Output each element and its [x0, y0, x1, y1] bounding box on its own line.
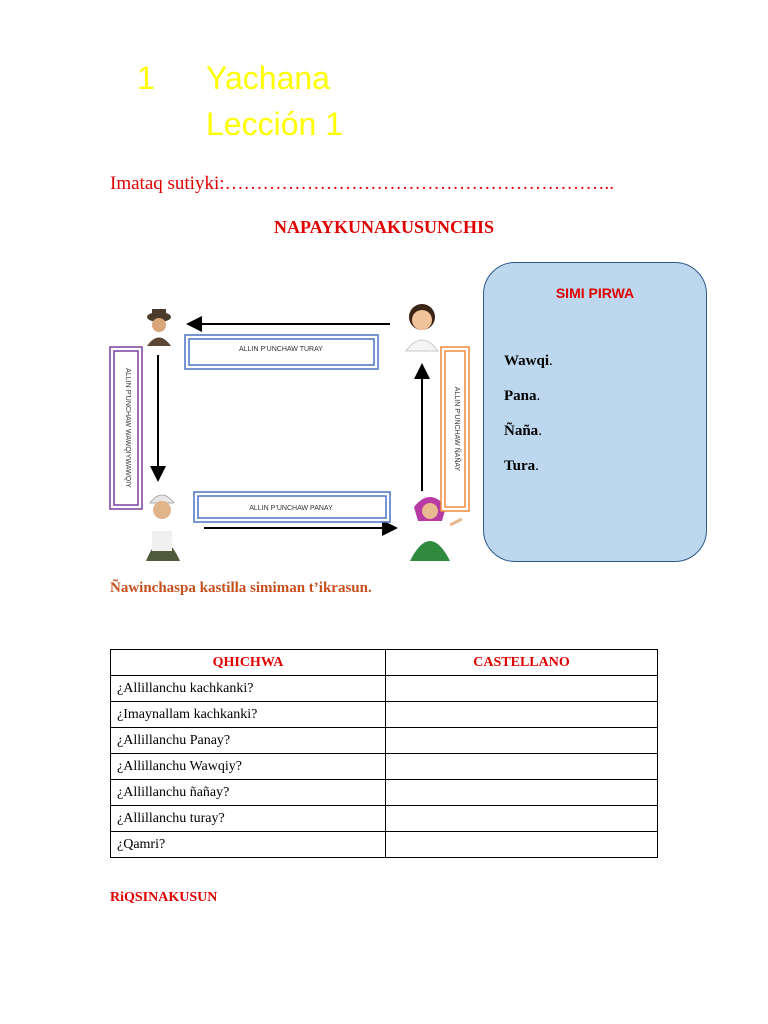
castellano-answer-cell[interactable] [386, 702, 658, 728]
lesson-number: 1 [137, 60, 155, 96]
label-bottom-text: ALLIN P’UNCHAW PANAY [249, 505, 333, 512]
castellano-answer-cell[interactable] [386, 832, 658, 858]
label-box-top [185, 335, 378, 369]
castellano-answer-cell[interactable] [386, 780, 658, 806]
vocab-item-pana: Pana. [504, 388, 541, 404]
header-castellano: CASTELLANO [386, 650, 658, 676]
translation-table [110, 649, 658, 858]
section-heading: NAPAYKUNAKUSUNCHIS [273, 217, 495, 237]
qhichwa-cell: ¿Allillanchu turay? [111, 806, 386, 832]
boy-with-cap-figure [146, 495, 180, 561]
name-field-line[interactable]: Imataq sutiyki:…………………………………………………….. [110, 173, 615, 194]
table-row [111, 702, 658, 728]
header-qhichwa: QHICHWA [111, 650, 386, 676]
qhichwa-cell: ¿Allillanchu Wawqiy? [111, 754, 386, 780]
vocab-item-tura: Tura. [504, 458, 539, 474]
qhichwa-cell: ¿Allillanchu Panay? [111, 728, 386, 754]
greeting-diagram [100, 285, 475, 570]
castellano-answer-cell[interactable] [386, 806, 658, 832]
label-box-left [110, 347, 142, 509]
table-row [111, 676, 658, 702]
vocab-item-wawqi: Wawqi. [504, 353, 553, 369]
table-row [111, 832, 658, 858]
label-left-text: ALLIN P’UNCHAW WAWQIYWAWQIY [124, 368, 131, 488]
girl-figure [406, 304, 438, 351]
lesson-subtitle: Lección 1 [206, 106, 343, 142]
label-top-text: ALLIN P’UNCHAW TURAY [239, 346, 323, 353]
castellano-answer-cell[interactable] [386, 676, 658, 702]
label-box-bottom [194, 492, 390, 522]
label-box-right [441, 347, 469, 511]
qhichwa-cell: ¿Allillanchu ñañay? [111, 780, 386, 806]
castellano-answer-cell[interactable] [386, 728, 658, 754]
table-row [111, 754, 658, 780]
table-row [111, 806, 658, 832]
table-header-row [111, 650, 658, 676]
footer-heading: RiQSINAKUSUN [110, 890, 218, 905]
instruction-text: Ñawinchaspa kastilla simiman t’ikrasun. [110, 580, 372, 596]
label-right-text: ALLIN P’UNCHAW ÑAÑAY [453, 386, 460, 472]
vocab-item-nana: Ñaña. [504, 423, 542, 439]
table-row [111, 780, 658, 806]
vocabulary-title: SIMI PIRWA [555, 285, 635, 301]
qhichwa-cell: ¿Allillanchu kachkanki? [111, 676, 386, 702]
qhichwa-cell: ¿Qamri? [111, 832, 386, 858]
qhichwa-cell: ¿Imaynallam kachkanki? [111, 702, 386, 728]
vocabulary-box [483, 262, 707, 562]
lesson-title: Yachana [206, 60, 330, 96]
man-with-hat-figure [144, 305, 176, 347]
castellano-answer-cell[interactable] [386, 754, 658, 780]
table-row [111, 728, 658, 754]
